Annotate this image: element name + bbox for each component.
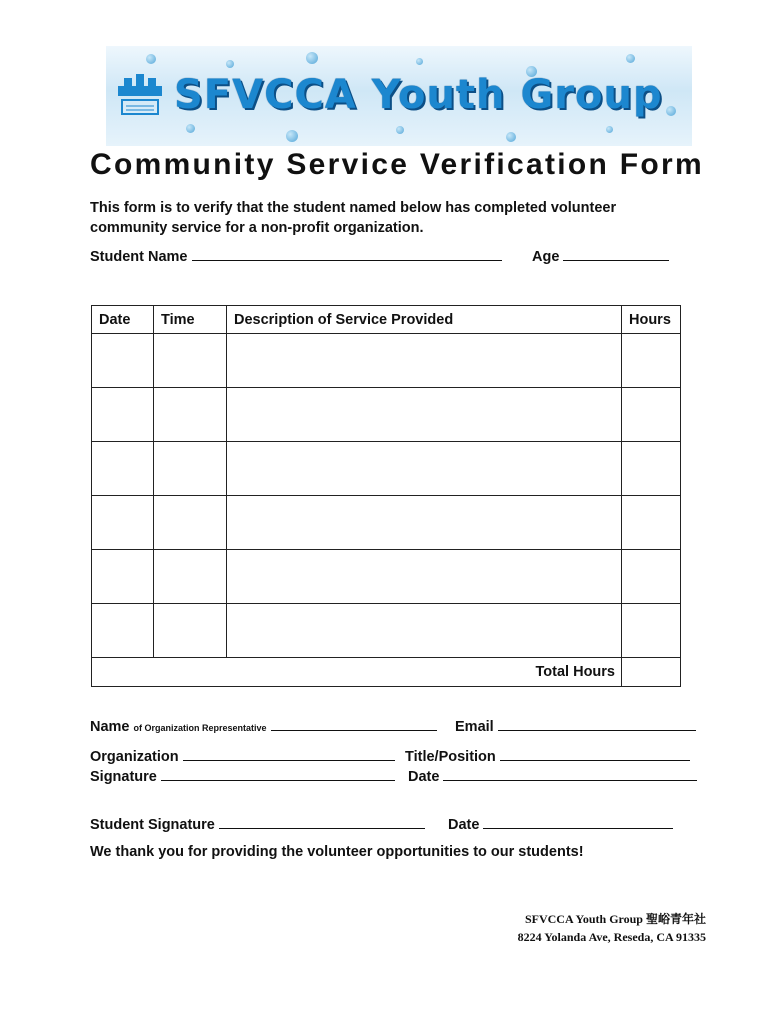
column-header-date: Date (92, 306, 154, 334)
bubble-decoration (146, 54, 156, 64)
total-row (92, 658, 681, 687)
age-field[interactable] (532, 248, 669, 265)
hours-cell[interactable] (622, 604, 681, 658)
description-cell[interactable] (227, 334, 622, 388)
rep-email-field[interactable] (455, 718, 696, 735)
bubble-decoration (396, 126, 404, 134)
rep-signature-label: Signature (90, 769, 157, 785)
footer-org-name: SFVCCA Youth Group 聖峪青年社 (524, 912, 706, 926)
student-signature-line[interactable] (219, 816, 425, 829)
header-banner (106, 46, 692, 146)
date-cell[interactable] (92, 496, 154, 550)
bubble-decoration (626, 54, 635, 63)
rep-name-line[interactable] (271, 718, 437, 731)
banner-title: SFVCCA Youth Group (174, 72, 663, 118)
time-cell[interactable] (154, 550, 227, 604)
description-cell[interactable] (227, 550, 622, 604)
organization-label: Organization (90, 749, 179, 765)
hours-cell[interactable] (622, 334, 681, 388)
bubble-decoration (666, 106, 676, 116)
title-position-line[interactable] (500, 748, 690, 761)
time-cell[interactable] (154, 388, 227, 442)
description-cell[interactable] (227, 388, 622, 442)
date-cell[interactable] (92, 604, 154, 658)
student-signature-label: Student Signature (90, 817, 215, 833)
table-row (92, 550, 681, 604)
hours-cell[interactable] (622, 388, 681, 442)
rep-date-field[interactable] (408, 768, 697, 785)
title-position-field[interactable] (405, 748, 690, 765)
rep-signature-field[interactable] (90, 768, 395, 785)
rep-signature-line[interactable] (161, 768, 395, 781)
student-date-line[interactable] (483, 816, 673, 829)
time-cell[interactable] (154, 604, 227, 658)
service-table (91, 305, 681, 687)
time-cell[interactable] (154, 442, 227, 496)
student-date-field[interactable] (448, 816, 673, 833)
bubble-decoration (186, 124, 195, 133)
age-line[interactable] (563, 248, 669, 261)
bubble-decoration (506, 132, 516, 142)
bubble-decoration (306, 52, 318, 64)
rep-date-label: Date (408, 769, 440, 785)
time-cell[interactable] (154, 334, 227, 388)
table-row (92, 496, 681, 550)
rep-date-line[interactable] (443, 768, 697, 781)
description-cell[interactable] (227, 442, 622, 496)
rep-name-sublabel: of Organization Representative (133, 723, 267, 733)
footer-address: 8224 Yolanda Ave, Reseda, CA 91335 (517, 930, 706, 944)
column-header-time: Time (154, 306, 227, 334)
date-cell[interactable] (92, 550, 154, 604)
thank-you-text: We thank you for providing the volunteer opportunities to our students! (90, 844, 584, 860)
date-cell[interactable] (92, 388, 154, 442)
date-cell[interactable] (92, 442, 154, 496)
rep-name-label: Name (90, 719, 130, 735)
hours-cell[interactable] (622, 496, 681, 550)
description-cell[interactable] (227, 604, 622, 658)
total-hours-label: Total Hours (92, 658, 622, 687)
organization-field[interactable] (90, 748, 395, 765)
form-title: Community Service Verification Form (90, 148, 704, 181)
time-cell[interactable] (154, 496, 227, 550)
description-cell[interactable] (227, 496, 622, 550)
title-position-label: Title/Position (405, 749, 496, 765)
table-row (92, 604, 681, 658)
rep-email-label: Email (455, 719, 494, 735)
bubble-decoration (286, 130, 298, 142)
organization-line[interactable] (183, 748, 395, 761)
table-header-row (92, 306, 681, 334)
bubble-decoration (606, 126, 613, 133)
table-row (92, 388, 681, 442)
column-header-description: Description of Service Provided (227, 306, 622, 334)
bubble-decoration (226, 60, 234, 68)
date-cell[interactable] (92, 334, 154, 388)
rep-name-field[interactable] (90, 718, 437, 735)
intro-text: This form is to verify that the student named below has completed volunteer community service for a non-profit organization. (90, 200, 617, 236)
student-name-line[interactable] (192, 248, 502, 261)
student-signature-field[interactable] (90, 816, 425, 833)
total-hours-cell[interactable] (622, 658, 681, 687)
student-name-field[interactable] (90, 248, 502, 265)
column-header-hours: Hours (622, 306, 681, 334)
church-logo-icon (114, 72, 166, 118)
hours-cell[interactable] (622, 442, 681, 496)
age-label: Age (532, 249, 560, 265)
rep-email-line[interactable] (498, 718, 696, 731)
hours-cell[interactable] (622, 550, 681, 604)
table-row (92, 442, 681, 496)
student-date-label: Date (448, 817, 480, 833)
bubble-decoration (416, 58, 423, 65)
student-name-label: Student Name (90, 249, 188, 265)
table-row (92, 334, 681, 388)
